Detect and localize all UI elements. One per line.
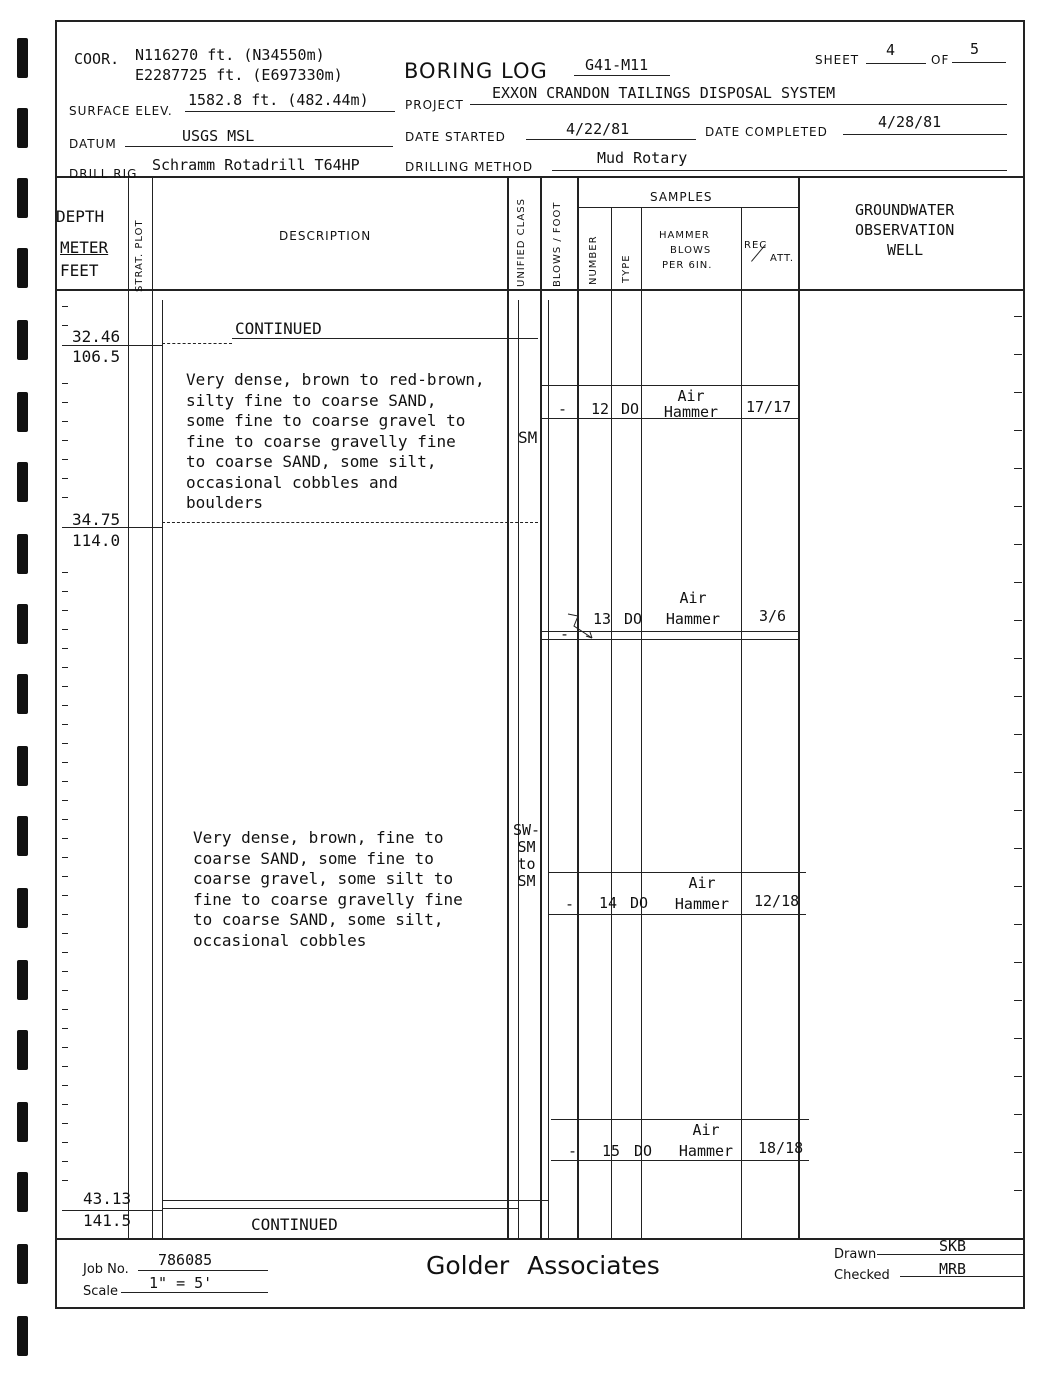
boring-id: G41-M11 [585, 56, 649, 74]
date-started: 4/22/81 [566, 120, 630, 138]
continued-bottom: CONTINUED [251, 1215, 338, 1234]
sample-hammer: Air Hammer [665, 589, 721, 628]
sample-number: 14 [599, 894, 618, 912]
sample-blows: - [560, 625, 570, 643]
date-started-label: DATE STARTED [405, 130, 506, 144]
layer-2-description: Very dense, brown, fine to coarse SAND, some fine to coarse gravel, some silt to fine to coarse gravelly fine to coarse SAND, some silt, occasional cobbles [193, 828, 463, 950]
project-name: EXXON CRANDON TAILINGS DISPOSAL SYSTEM [492, 84, 836, 102]
footer-divider [57, 1238, 1023, 1240]
drawn-by: SKB [939, 1237, 967, 1255]
layer-2-unified-class: SW- SM to SM [513, 821, 541, 890]
drawn-label: Drawn [834, 1247, 877, 1262]
sample-hammer: Air Hammer [674, 874, 730, 913]
unified-class-heading: UNIFIED CLASS [516, 198, 527, 287]
continued-top: CONTINUED [235, 319, 322, 338]
depth-mid-feet: 114.0 [72, 531, 121, 550]
sample-rec-att: 18/18 [758, 1139, 804, 1157]
sample-blows: - [565, 895, 575, 913]
of-label: OF [931, 53, 950, 67]
feet-heading: FEET [60, 261, 99, 280]
sample-rec-att: 12/18 [754, 892, 800, 910]
samples-heading: SAMPLES [650, 190, 713, 204]
depth-top-feet: 106.5 [72, 347, 121, 366]
sample-rec-att: 3/6 [759, 607, 787, 625]
description-heading: DESCRIPTION [279, 229, 372, 243]
coor-north: N116270 ft. (N34550m) [135, 46, 325, 64]
date-completed: 4/28/81 [878, 113, 942, 131]
drilling-method-label: DRILLING METHOD [405, 160, 534, 174]
depth-heading: DEPTH [56, 207, 105, 226]
groundwater-heading-3: WELL [887, 241, 924, 259]
datum: USGS MSL [182, 127, 255, 145]
project-label: PROJECT [405, 98, 464, 112]
sample-type: DO [621, 400, 640, 418]
drilling-method: Mud Rotary [597, 149, 688, 167]
sample-type: DO [630, 894, 649, 912]
company-name: Golder Associates [426, 1251, 660, 1280]
groundwater-heading-2: OBSERVATION [855, 221, 955, 239]
sample-number: 12 [591, 400, 610, 418]
scale-label: Scale [83, 1284, 118, 1299]
sheet-label: SHEET [815, 53, 860, 67]
job-no: 786085 [158, 1251, 213, 1269]
sample-marker-arrow [566, 612, 596, 642]
sample-number: 13 [593, 610, 612, 628]
boring-log-title: BORING LOG [404, 59, 548, 83]
surface-elev-label: SURFACE ELEV. [69, 104, 173, 118]
number-heading: NUMBER [588, 235, 599, 285]
groundwater-heading-1: GROUNDWATER [855, 201, 955, 219]
drill-rig: Schramm Rotadrill T64HP [152, 156, 360, 174]
sample-type: DO [624, 610, 643, 628]
hammer-heading-1: HAMMER [659, 230, 710, 241]
meter-heading: METER [60, 238, 109, 257]
job-no-label: Job No. [83, 1262, 129, 1277]
layer-1-unified-class: SM [518, 428, 538, 447]
strat-plot-heading: STRAT. PLOT [134, 219, 145, 292]
sample-hammer: Air Hammer [678, 1121, 734, 1160]
checked-label: Checked [834, 1268, 890, 1283]
coor-label: COOR. [74, 50, 120, 68]
depth-bottom-meters: 43.13 [83, 1189, 132, 1208]
depth-bottom-feet: 141.5 [83, 1211, 132, 1230]
sample-rec-att: 17/17 [746, 398, 792, 416]
checked-by: MRB [939, 1260, 967, 1278]
hammer-heading-2: BLOWS [670, 245, 712, 256]
sheet-number: 4 [886, 41, 896, 59]
depth-mid-meters: 34.75 [72, 510, 121, 529]
scale: 1" = 5' [149, 1274, 213, 1292]
layer-1-description: Very dense, brown to red-brown, silty fine to coarse SAND, some fine to coarse gravel to fine to coarse gravelly fine to coarse SAND, some silt, occasional cobbles and boulders [186, 370, 485, 512]
hammer-heading-3: PER 6IN. [662, 260, 713, 271]
drill-rig-label: DRILL RIG [69, 167, 138, 181]
sample-hammer: Air Hammer [663, 387, 719, 421]
datum-label: DATUM [69, 137, 117, 151]
sample-blows: - [568, 1142, 578, 1160]
coor-east: E2287725 ft. (E697330m) [135, 66, 343, 84]
date-completed-label: DATE COMPLETED [705, 125, 828, 139]
rec-heading: REC [744, 240, 768, 251]
depth-top-meters: 32.46 [72, 327, 121, 346]
sample-number: 15 [602, 1142, 621, 1160]
sheet-total: 5 [970, 40, 980, 58]
sample-type: DO [634, 1142, 653, 1160]
blows-foot-heading: BLOWS / FOOT [552, 201, 563, 287]
type-heading: TYPE [621, 254, 632, 283]
surface-elev: 1582.8 ft. (482.44m) [188, 91, 369, 109]
att-heading: ATT. [770, 253, 795, 264]
sample-blows: - [558, 400, 568, 418]
